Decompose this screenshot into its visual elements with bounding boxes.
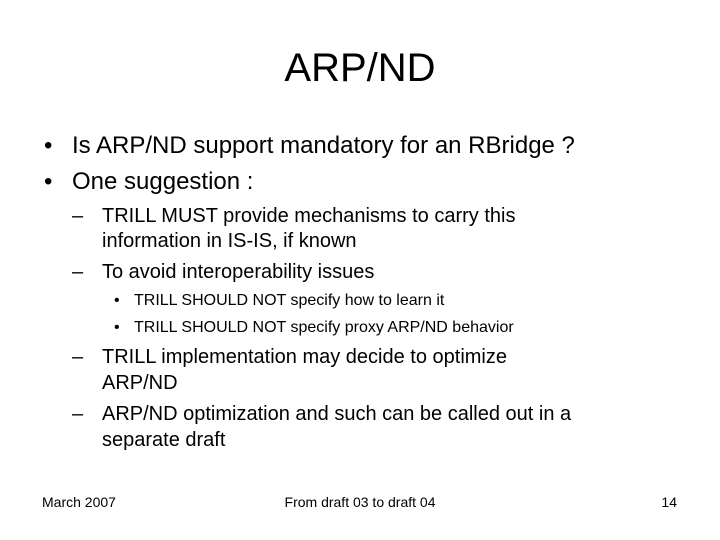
dash-marker: –: [72, 205, 84, 227]
sub-item-text: ARP/ND: [102, 372, 178, 394]
sub-item-text: ARP/ND optimization and such can be called out in a: [102, 403, 572, 425]
slide-title: ARP/ND: [284, 46, 436, 90]
bullet-text: Is ARP/ND support mandatory for an RBridge ?: [72, 132, 575, 159]
footer-title: From draft 03 to draft 04: [284, 494, 436, 510]
bullet-marker: •: [44, 132, 53, 159]
sub-item-text: To avoid interoperability issues: [102, 261, 375, 283]
sub-sub-item-text: TRILL SHOULD NOT specify proxy ARP/ND behavior: [134, 319, 514, 336]
footer-date: March 2007: [42, 494, 116, 510]
sub-item-text: TRILL implementation may decide to optimize: [102, 346, 507, 368]
sub-item-text: separate draft: [102, 429, 226, 451]
sub-sub-item-text: TRILL SHOULD NOT specify how to learn it: [134, 292, 445, 309]
dash-marker: –: [72, 261, 84, 283]
sub-item-text: information in IS-IS, if known: [102, 230, 357, 252]
page-number: 14: [661, 494, 677, 510]
dash-marker: –: [72, 346, 84, 368]
bullet-marker: •: [114, 292, 120, 309]
bullet-marker: •: [114, 319, 120, 336]
dash-marker: –: [72, 403, 84, 425]
bullet-text: One suggestion :: [72, 168, 254, 195]
bullet-marker: •: [44, 168, 53, 195]
sub-item-text: TRILL MUST provide mechanisms to carry this: [102, 205, 516, 227]
